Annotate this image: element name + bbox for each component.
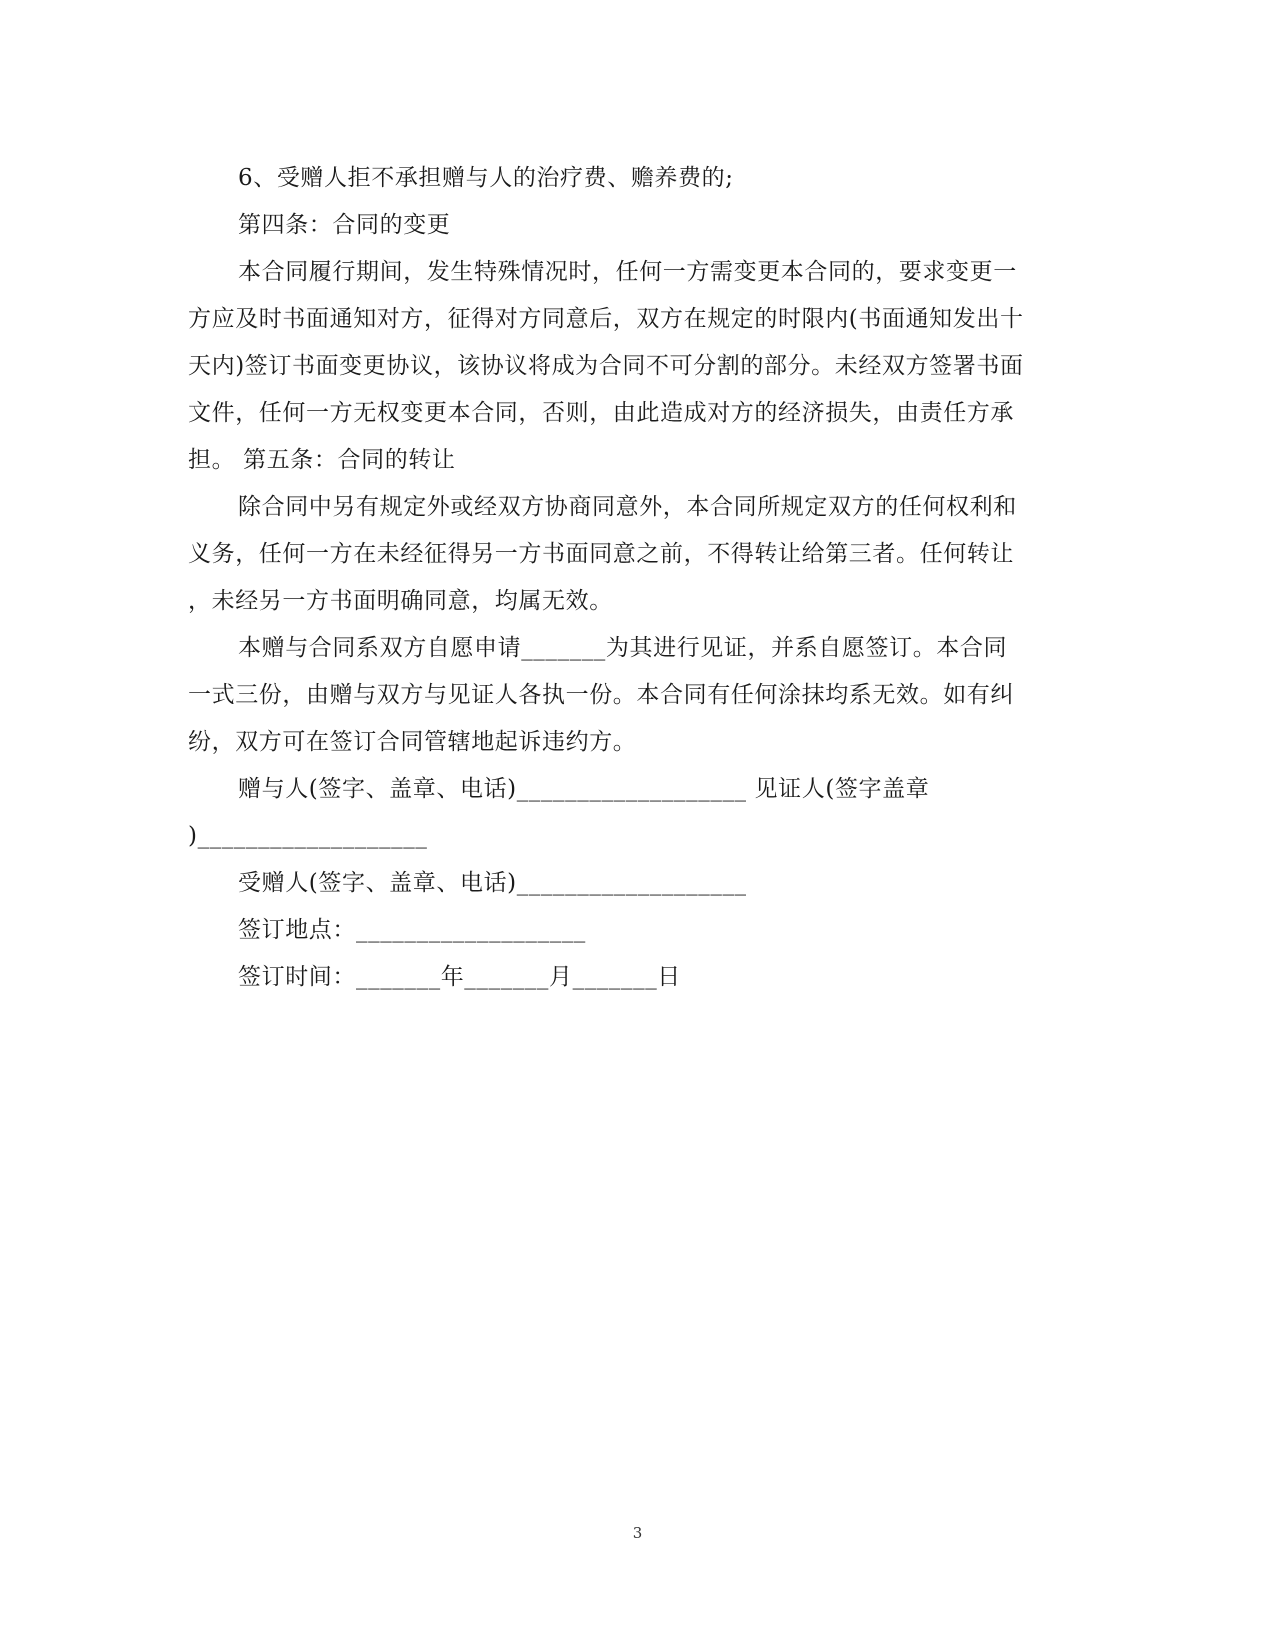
text-line: 除合同中另有规定外或经双方协商同意外，本合同所规定双方的任何权利和: [238, 494, 1017, 520]
page-number: 3: [632, 1524, 643, 1542]
text-line: 纷，双方可在签订合同管辖地起诉违约方。: [188, 729, 637, 755]
text-line: 方应及时书面通知对方，征得对方同意后，双方在规定的时限内(书面通知发出十: [188, 306, 1024, 332]
witness-signature-line: )___________________: [188, 823, 428, 849]
text-line: 本合同履行期间，发生特殊情况时，任何一方需变更本合同的，要求变更一: [238, 259, 1017, 285]
signing-place-line: 签订地点：___________________: [238, 917, 586, 943]
text-line: 本赠与合同系双方自愿申请_______为其进行见证，并系自愿签订。本合同: [238, 635, 1008, 661]
signing-date-line: 签订时间：_______年_______月_______日: [238, 964, 681, 990]
text-line: 文件，任何一方无权变更本合同，否则，由此造成对方的经济损失，由责任方承: [188, 400, 1014, 426]
text-line: 一式三份，由赠与双方与见证人各执一份。本合同有任何涂抹均系无效。如有纠: [188, 682, 1014, 708]
heading-article-5: 担。 第五条：合同的转让: [188, 447, 456, 473]
heading-article-4: 第四条：合同的变更: [238, 212, 451, 238]
text-line: 义务，任何一方在未经征得另一方书面同意之前，不得转让给第三者。任何转让: [188, 541, 1014, 567]
text-line: 天内)签订书面变更协议，该协议将成为合同不可分割的部分。未经双方签署书面: [188, 353, 1024, 379]
text-line: ，未经另一方书面明确同意，均属无效。: [188, 588, 613, 614]
donee-signature-line: 受赠人(签字、盖章、电话)___________________: [238, 870, 747, 896]
text-line-clause-6: 6、受赠人拒不承担赠与人的治疗费、赡养费的;: [238, 165, 734, 191]
donor-signature-line: 赠与人(签字、盖章、电话)___________________ 见证人(签字盖章: [238, 776, 930, 802]
